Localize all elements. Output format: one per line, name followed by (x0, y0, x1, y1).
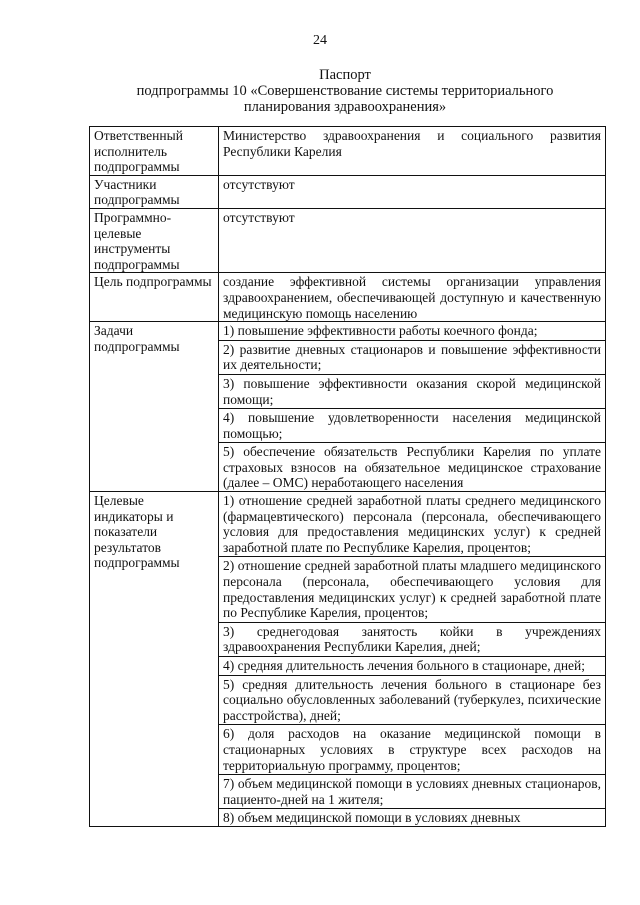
row-label: Программно-целевые инструменты подпрограммы (90, 208, 219, 272)
item-divider (219, 656, 605, 657)
item-divider (219, 442, 605, 443)
title-line-3: планирования здравоохранения» (243, 99, 447, 115)
item-divider (219, 340, 605, 341)
list-item: 2) отношение средней заработной платы младшего медицинского персонала (персонала, обеспечивающего условия для предоставления медицинских услуг) к средней заработной плате по Республике Карелия, процентов; (223, 558, 601, 621)
title-line-2: подпрограммы 10 «Совершенствование системы территориального (136, 83, 554, 99)
row-label: Задачи подпрограммы (90, 322, 219, 492)
list-item: 3) повышение эффективности оказания скорой медицинской помощи; (223, 375, 601, 407)
table-row-participants (90, 175, 606, 208)
passport-table (89, 126, 606, 827)
passport-title (80, 67, 610, 115)
item-divider (219, 622, 605, 623)
list-item: 4) повышение удовлетворенности населения медицинской помощью; (223, 410, 601, 441)
item-divider (219, 556, 605, 557)
row-label: Участники подпрограммы (90, 175, 219, 208)
list-item: 5) обеспечение обязательств Республики Карелия по уплате страховых взносов на обязательное медицинское страхование (далее – ОМС) неработающего населения (223, 444, 601, 491)
row-value: Министерство здравоохранения и социального развития Республики Карелия (219, 127, 606, 176)
list-item: 8) объем медицинской помощи в условиях дневных (223, 810, 521, 826)
item-divider (219, 374, 605, 375)
item-divider (219, 724, 605, 725)
table-row-goal (90, 273, 606, 322)
row-value-list (219, 492, 606, 827)
item-divider (219, 774, 605, 775)
list-item: 5) средняя длительность лечения больного в стационаре без социально обусловленных заболеваний (туберкулез, психические расстройства), дней; (223, 676, 601, 723)
list-item: 7) объем медицинской помощи в условиях дневных стационаров, пациенто-дней на 1 жителя; (223, 776, 601, 807)
list-item: 1) отношение средней заработной платы среднего медицинского (фармацевтического) персонала (персонала, обеспечивающего условия для предоставления медицинских услуг) к средней заработной плате по Республике Карелия, процентов; (223, 493, 601, 555)
list-item: 2) развитие дневных стационаров и повышение эффективности их деятельности; (223, 341, 601, 373)
row-label: Ответственный исполнитель подпрограммы (90, 127, 219, 176)
item-divider (219, 675, 605, 676)
table-row-responsible (90, 127, 606, 176)
list-item: 6) доля расходов на оказание медицинской помощи в стационарных условиях в структуре всех расходов на территориальную программу, процентов; (223, 726, 601, 773)
list-item: 4) средняя длительность лечения больного в стационаре, дней; (223, 658, 586, 673)
row-value: отсутствуют (219, 175, 606, 208)
table-row-tasks (90, 322, 606, 492)
row-label: Целевые индикаторы и показатели результатов подпрограммы (90, 492, 219, 827)
row-value: отсутствуют (219, 208, 606, 272)
title-line-1: Паспорт (319, 67, 371, 83)
table-row-indicators (90, 492, 606, 827)
list-item: 3) среднегодовая занятость койки в учреждениях здравоохранения Республики Карелия, дней; (223, 623, 601, 655)
item-divider (219, 408, 605, 409)
row-label: Цель подпрограммы (90, 273, 219, 322)
row-value: создание эффективной системы организации управления здравоохранением, обеспечивающей доступную и качественную медицинскую помощь населению (219, 273, 606, 322)
table-row-instruments (90, 208, 606, 272)
list-item: 1) повышение эффективности работы коечного фонда; (223, 323, 538, 339)
item-divider (219, 808, 605, 809)
page-number: 24 (313, 33, 327, 48)
row-value-list (219, 322, 606, 492)
